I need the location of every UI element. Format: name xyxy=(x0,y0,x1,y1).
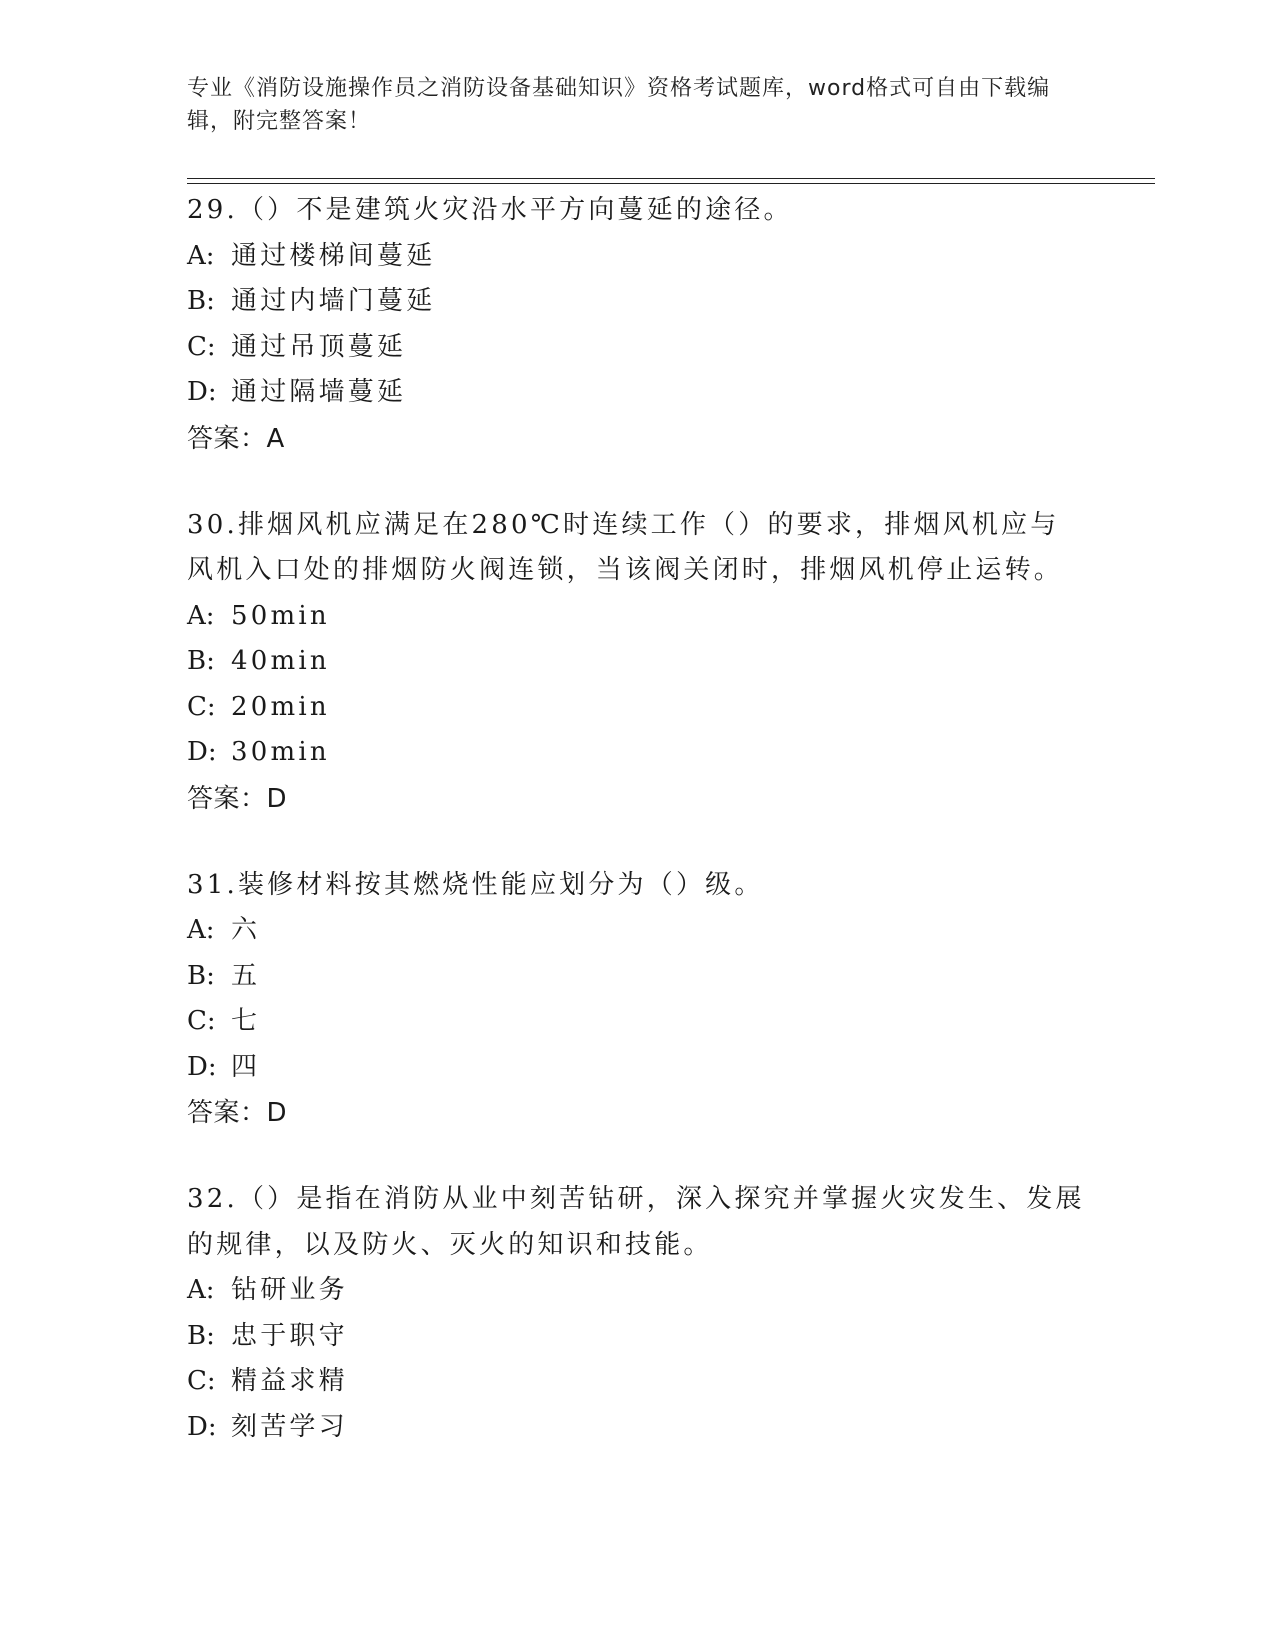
option-key: B: xyxy=(187,286,215,316)
question-31 xyxy=(187,863,1087,1137)
option-text: 六 xyxy=(231,915,261,945)
option-a xyxy=(187,1268,1087,1314)
option-text: 30min xyxy=(231,737,330,767)
option-text: 刻苦学习 xyxy=(231,1411,348,1442)
option-d xyxy=(187,1405,1087,1451)
option-text: 通过内墙门蔓延 xyxy=(231,286,436,316)
option-key: C: xyxy=(187,1006,216,1036)
option-key: A: xyxy=(187,240,215,271)
option-a xyxy=(187,594,1087,640)
option-key: C: xyxy=(187,331,216,362)
option-key: C: xyxy=(187,1366,216,1396)
option-a xyxy=(187,908,1087,954)
question-stem: 29.（）不是建筑火灾沿水平方向蔓延的途径。 xyxy=(187,195,793,225)
option-key: B: xyxy=(187,1320,215,1351)
option-d xyxy=(187,730,1087,776)
option-text: 通过吊顶蔓延 xyxy=(231,331,407,362)
option-key: D: xyxy=(187,737,217,767)
option-d xyxy=(187,1045,1087,1091)
option-d xyxy=(187,370,1087,416)
option-a xyxy=(187,234,1087,280)
option-text: 四 xyxy=(231,1051,261,1082)
document-header: 专业《消防设施操作员之消防设备基础知识》资格考试题库，word格式可自由下载编辑，附完整答案！ xyxy=(187,76,1051,134)
question-29 xyxy=(187,188,1087,462)
option-text: 钻研业务 xyxy=(231,1275,348,1305)
option-c xyxy=(187,999,1087,1045)
header-rule-bottom xyxy=(187,183,1155,184)
option-text: 50min xyxy=(231,600,330,631)
option-b xyxy=(187,639,1087,685)
option-key: C: xyxy=(187,691,216,722)
question-list xyxy=(187,188,1087,1491)
option-text: 40min xyxy=(231,646,330,676)
option-b xyxy=(187,1314,1087,1360)
option-key: B: xyxy=(187,646,215,676)
question-stem: 31.装修材料按其燃烧性能应划分为（）级。 xyxy=(187,869,764,900)
question-30 xyxy=(187,503,1087,822)
option-key: D: xyxy=(187,377,217,407)
option-b xyxy=(187,279,1087,325)
option-text: 忠于职守 xyxy=(231,1320,348,1351)
option-text: 20min xyxy=(231,691,330,722)
question-32 xyxy=(187,1177,1087,1450)
option-text: 通过楼梯间蔓延 xyxy=(231,240,436,271)
option-key: A: xyxy=(187,915,215,945)
option-key: B: xyxy=(187,960,215,991)
answer-line: 答案：A xyxy=(187,423,285,454)
question-stem: 30.排烟风机应满足在280℃时连续工作（）的要求，排烟风机应与风机入口处的排烟防火阀连锁，当该阀关闭时，排烟风机停止运转。 xyxy=(187,509,1064,585)
option-c xyxy=(187,1359,1087,1405)
option-text: 七 xyxy=(231,1006,261,1036)
header-rule-top xyxy=(187,178,1155,179)
option-b xyxy=(187,954,1087,1000)
option-key: D: xyxy=(187,1051,217,1082)
option-c xyxy=(187,685,1087,731)
question-stem: 32.（）是指在消防从业中刻苦钻研，深入探究并掌握火灾发生、发展的规律，以及防火、灭火的知识和技能。 xyxy=(187,1184,1085,1260)
option-text: 精益求精 xyxy=(231,1366,348,1396)
option-key: A: xyxy=(187,1275,215,1305)
option-key: A: xyxy=(187,600,215,631)
option-text: 五 xyxy=(231,960,261,991)
option-key: D: xyxy=(187,1411,217,1442)
answer-line: 答案：D xyxy=(187,783,288,814)
option-c xyxy=(187,325,1087,371)
answer-line: 答案：D xyxy=(187,1098,288,1128)
option-text: 通过隔墙蔓延 xyxy=(231,377,407,407)
